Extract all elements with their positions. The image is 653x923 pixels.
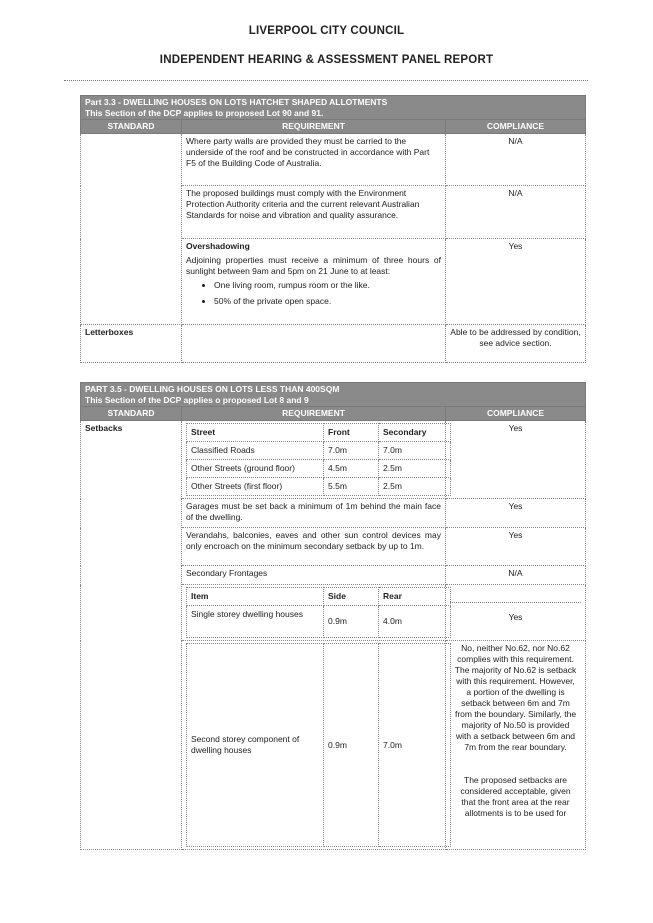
overshadowing-text: Adjoining properties must receive a minimum of three hours of sunlight between 9am and 5pm on 21 June to at least: (186, 255, 441, 276)
setbacks-standard: Setbacks (81, 421, 182, 850)
overshadowing-requirement (182, 239, 446, 325)
party-walls-requirement: Where party walls are provided they must be carried to the underside of the roof and be constructed in accordance with Part F5 of the Building Code of Australia. (182, 134, 446, 186)
street-type: Other Streets (first floor) (187, 478, 324, 496)
overshadowing-heading: Overshadowing (186, 241, 250, 251)
verandahs-requirement: Verandahs, balconies, eaves and other sun control devices may only encroach on the minimum secondary setback by up to 1m. (182, 528, 446, 566)
noise-vibration-compliance: N/A (446, 186, 586, 239)
street-setback-requirement (182, 421, 446, 499)
table-row (187, 478, 451, 496)
overshadowing-compliance: Yes (446, 239, 586, 325)
street-setback-table (186, 423, 451, 496)
single-storey-compliance: Yes (508, 612, 523, 622)
dcp-part-3-3-table (80, 95, 586, 363)
section-subtitle-text: This Section of the DCP applies o proposed Lot 8 and 9 (85, 394, 309, 405)
party-walls-compliance: N/A (446, 134, 586, 186)
front-setback: 4.5m (324, 460, 379, 478)
second-storey-compliance (446, 641, 586, 850)
list-item: • 50% of the private open space. (214, 296, 441, 307)
report-heading: INDEPENDENT HEARING & ASSESSMENT PANEL REPORT (159, 54, 494, 66)
dwelling-item: Single storey dwelling houses (187, 606, 324, 638)
section-title-text: PART 3.5 - DWELLING HOUSES ON LOTS LESS THAN 400SQM (85, 384, 340, 394)
verandahs-compliance: Yes (446, 528, 586, 566)
council-heading: LIVERPOOL CITY COUNCIL (248, 25, 405, 37)
noise-vibration-requirement: The proposed buildings must comply with the Environment Protection Authority criteria and the current relevant Australian Standards for noise and vibration and quality assurance. (182, 186, 446, 239)
dwelling-item: Second storey component of dwelling houses (187, 644, 324, 847)
rear-setback: 4.0m (379, 606, 451, 638)
column-header-compliance: COMPLIANCE (446, 120, 586, 134)
column-header-requirement: REQUIREMENT (182, 120, 446, 134)
secondary-frontages-requirement: Secondary Frontages (182, 566, 446, 585)
table-header-side: Side (324, 588, 379, 606)
side-setback: 0.9m (324, 606, 379, 638)
street-setback-compliance: Yes (446, 421, 586, 499)
table-header-secondary: Secondary (379, 424, 451, 442)
garages-compliance: Yes (446, 499, 586, 528)
column-header-requirement: REQUIREMENT (182, 407, 446, 421)
table-row (187, 460, 451, 478)
side-rear-setback-table (186, 587, 451, 638)
table-row (187, 442, 451, 460)
column-header-standard: STANDARD (81, 120, 182, 134)
section-title-text: Part 3.3 - DWELLING HOUSES ON LOTS HATCHET SHAPED ALLOTMENTS (85, 97, 388, 107)
dcp-part-3-5-table (80, 382, 586, 850)
column-header-standard: STANDARD (81, 407, 182, 421)
street-type: Other Streets (ground floor) (187, 460, 324, 478)
secondary-frontages-compliance: N/A (446, 566, 586, 585)
front-setback: 7.0m (324, 442, 379, 460)
secondary-setback: 2.5m (379, 478, 451, 496)
section-title (81, 96, 586, 120)
second-storey-requirement (182, 641, 446, 850)
secondary-setback: 7.0m (379, 442, 451, 460)
compliance-spacer (450, 587, 581, 603)
secondary-setback: 2.5m (379, 460, 451, 478)
letterboxes-compliance: Able to be addressed by condition, see advice section. (446, 325, 586, 363)
letterboxes-standard: Letterboxes (81, 325, 182, 363)
front-setback: 5.5m (324, 478, 379, 496)
section-title (81, 383, 586, 407)
table-header-item: Item (187, 588, 324, 606)
standard-cell-empty (81, 134, 182, 325)
compliance-note: The proposed setbacks are considered acceptable, given that the front area at the rear allotments is to be used for (460, 775, 571, 818)
table-row (187, 606, 451, 638)
overshadowing-list (186, 280, 441, 307)
single-storey-compliance-cell (446, 585, 586, 641)
side-rear-setback-requirement (182, 585, 446, 641)
table-header-rear: Rear (379, 588, 451, 606)
compliance-note: No, neither No.62, nor No.62 complies with this requirement. The majority of No.62 is setback with this requirement. However, a portion of the dwelling is setback between 6m and 7m from the boundary. Similarly, the majority of No.50 is provided with a setback between 6m and 7m from the rear boundary. (454, 643, 577, 752)
section-subtitle-text: This Section of the DCP applies to proposed Lot 90 and 91. (85, 107, 324, 118)
list-item: • One living room, rumpus room or the like. (214, 280, 441, 291)
rear-setback: 7.0m (379, 644, 451, 847)
street-type: Classified Roads (187, 442, 324, 460)
garages-requirement: Garages must be set back a minimum of 1m behind the main face of the dwelling. (182, 499, 446, 528)
table-header-front: Front (324, 424, 379, 442)
second-storey-table (186, 643, 451, 847)
side-setback: 0.9m (324, 644, 379, 847)
header-divider (64, 80, 588, 81)
table-header-street: Street (187, 424, 324, 442)
table-row (187, 644, 451, 847)
letterboxes-requirement-empty (182, 325, 446, 363)
column-header-compliance: COMPLIANCE (446, 407, 586, 421)
